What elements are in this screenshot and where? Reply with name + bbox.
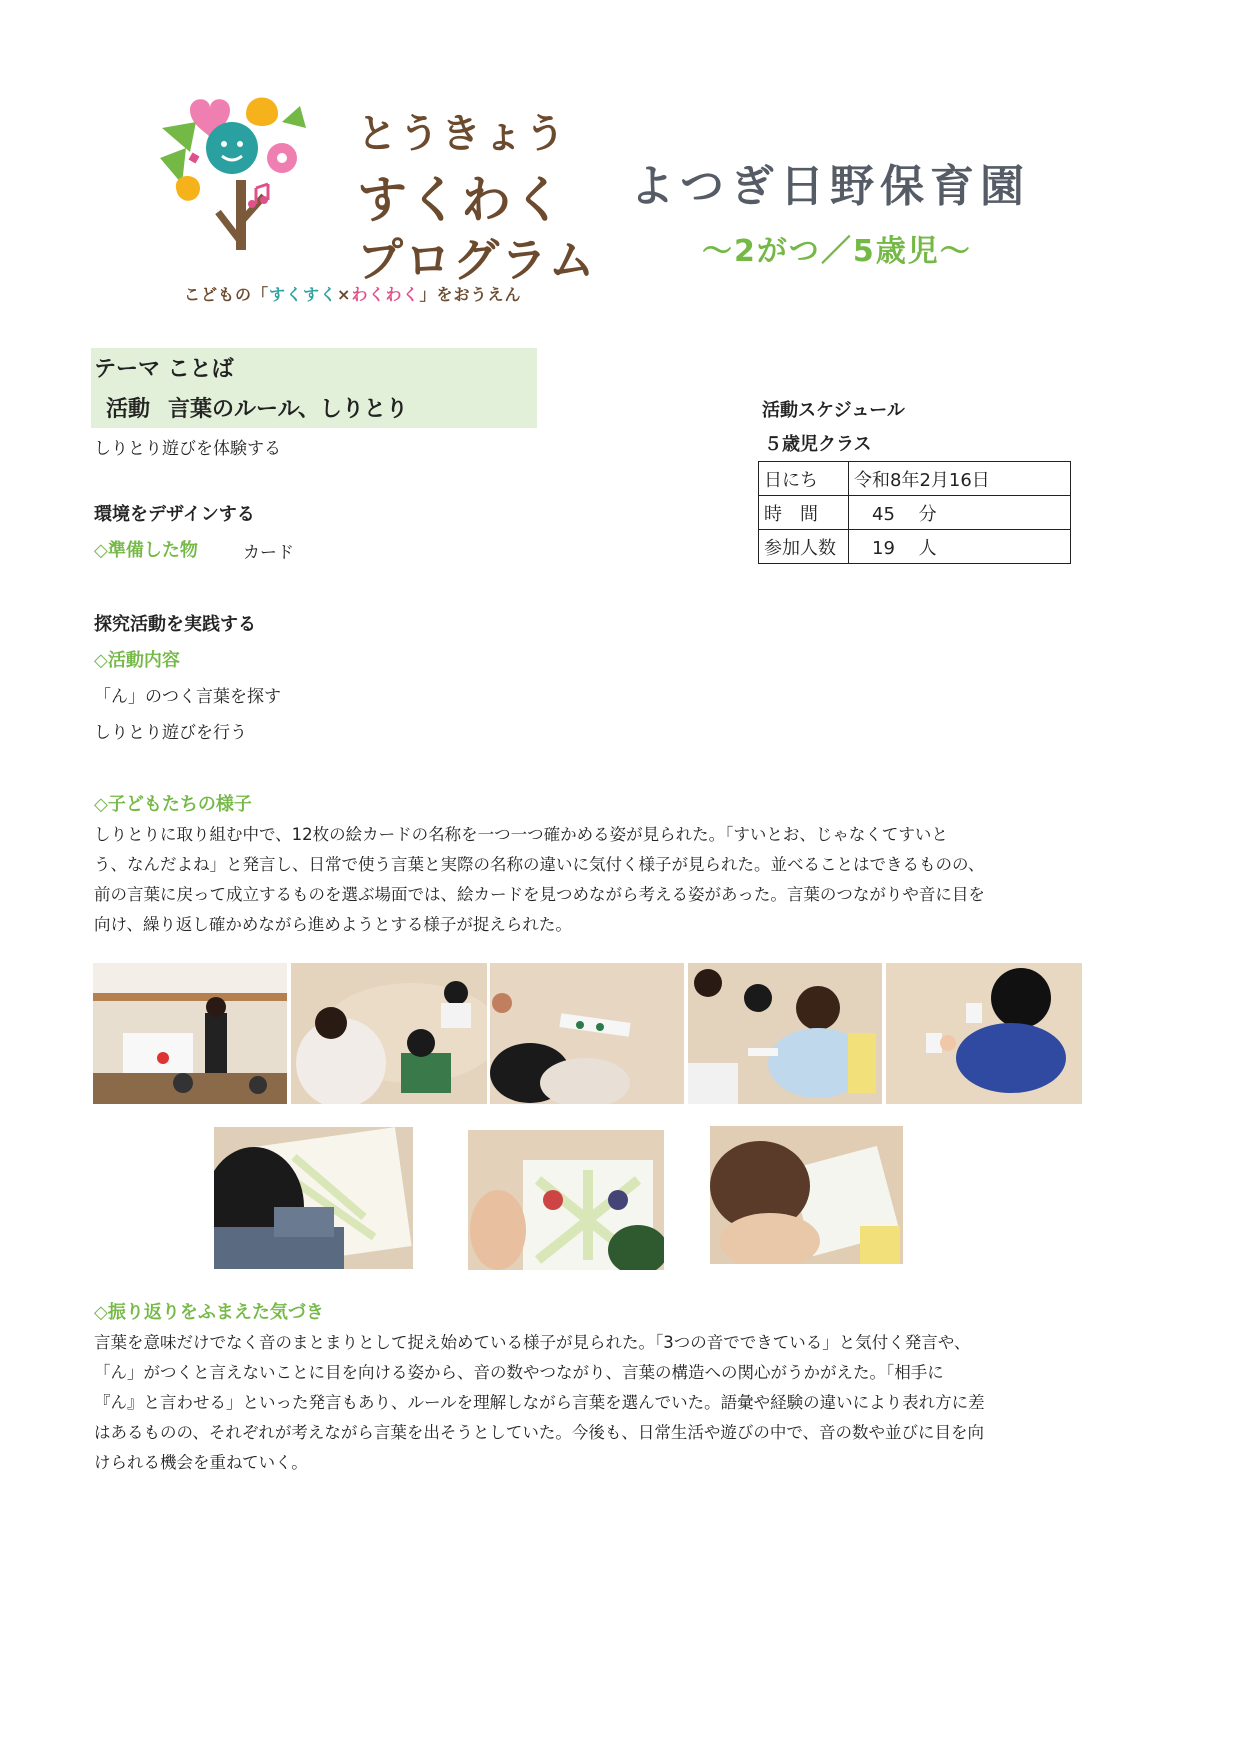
activity-photo-5: [886, 963, 1082, 1104]
activity-photo-4: [688, 963, 882, 1104]
table-row: [759, 496, 1071, 530]
paragraph-line: 前の言葉に戻って成立するものを選ぶ場面では、絵カードを見つめながら考える姿があった。言葉のつながりや音に目を: [94, 885, 985, 904]
logo-line-1: とうきょう: [357, 111, 567, 157]
activity-photo-2: [291, 963, 487, 1104]
activity-content-label: ◇活動内容: [94, 650, 180, 671]
paragraph-line: 「ん」がつくと言えないことに目を向ける姿から、音の数やつながり、言葉の構造への関心がうかがえた。「相手に: [94, 1363, 944, 1382]
activity-photo-8: [710, 1126, 903, 1264]
activity-content-item: 「ん」のつく言葉を探す: [94, 687, 281, 707]
paragraph-line: う、なんだよね」と発言し、日常で使う言葉と実際の名称の違いに気付く様子が見られた。並べることはできるものの、: [94, 855, 985, 874]
children-observation-text: [94, 820, 1079, 940]
activity-photo-6: [214, 1127, 413, 1269]
program-logo: [160, 92, 597, 312]
schedule-date-value: 令和8年2月16日: [849, 462, 1071, 496]
activity-content-item: しりとり遊びを行う: [94, 723, 247, 743]
activity-description: しりとり遊びを体験する: [94, 439, 281, 459]
reflection-label: ◇振り返りをふまえた気づき: [94, 1302, 324, 1323]
paragraph-line: はあるものの、それぞれが考えながら言葉を出そうとしていた。今後も、日常生活や遊びの中で、音の数や並びに目を向: [94, 1423, 985, 1442]
reflection-text: [94, 1328, 1079, 1478]
activity-photo-3: [490, 963, 684, 1104]
month-age-subtitle: ～2がつ／5歳児～: [702, 234, 972, 269]
schedule-participants-label: 参加人数: [759, 530, 849, 564]
activity-photo-7: [468, 1130, 664, 1270]
logo-tagline: こどもの「すくすく×わくわく」をおうえん: [184, 285, 522, 304]
prepared-items-value: カード: [243, 543, 294, 563]
schedule-time-value: 45 分: [849, 496, 1071, 530]
table-row: [759, 462, 1071, 496]
environment-heading: 環境をデザインする: [94, 504, 255, 525]
children-observation-label: ◇子どもたちの様子: [94, 794, 252, 815]
schedule-table: [758, 461, 1071, 564]
schedule-title: 活動スケジュール: [762, 400, 905, 421]
prepared-items-label: ◇準備した物: [94, 540, 198, 561]
activity-title: 活動 言葉のルール、しりとり: [106, 397, 408, 422]
logo-line-3: プログラム: [357, 233, 597, 287]
paragraph-line: 言葉を意味だけでなく音のまとまりとして捉え始めている様子が見られた。「3つの音でできている」と気付く発言や、: [94, 1333, 971, 1352]
paragraph-line: 『ん』と言わせる」といった発言もあり、ルールを理解しながら言葉を選んでいた。語彙や経験の違いにより表れ方に差: [94, 1393, 985, 1412]
practice-heading: 探究活動を実践する: [94, 614, 256, 635]
table-row: [759, 530, 1071, 564]
schedule-class: ５歳児クラス: [764, 434, 872, 455]
paragraph-line: 向け、繰り返し確かめながら進めようとする様子が捉えられた。: [94, 915, 572, 934]
paragraph-line: けられる機会を重ねていく。: [94, 1453, 308, 1472]
school-name: よつぎ日野保育園: [630, 161, 1030, 212]
schedule-participants-value: 19 人: [849, 530, 1071, 564]
logo-line-2: すくわく: [357, 171, 565, 229]
activity-photo-1: [93, 963, 287, 1104]
theme-line: テーマ ことば: [94, 357, 234, 382]
schedule-date-label: 日にち: [759, 462, 849, 496]
paragraph-line: しりとりに取り組む中で、12枚の絵カードの名称を一つ一つ確かめる姿が見られた。「すいとお、じゃなくてすいと: [94, 825, 948, 844]
schedule-time-label: 時 間: [759, 496, 849, 530]
tree-illustration-icon: [160, 92, 360, 272]
